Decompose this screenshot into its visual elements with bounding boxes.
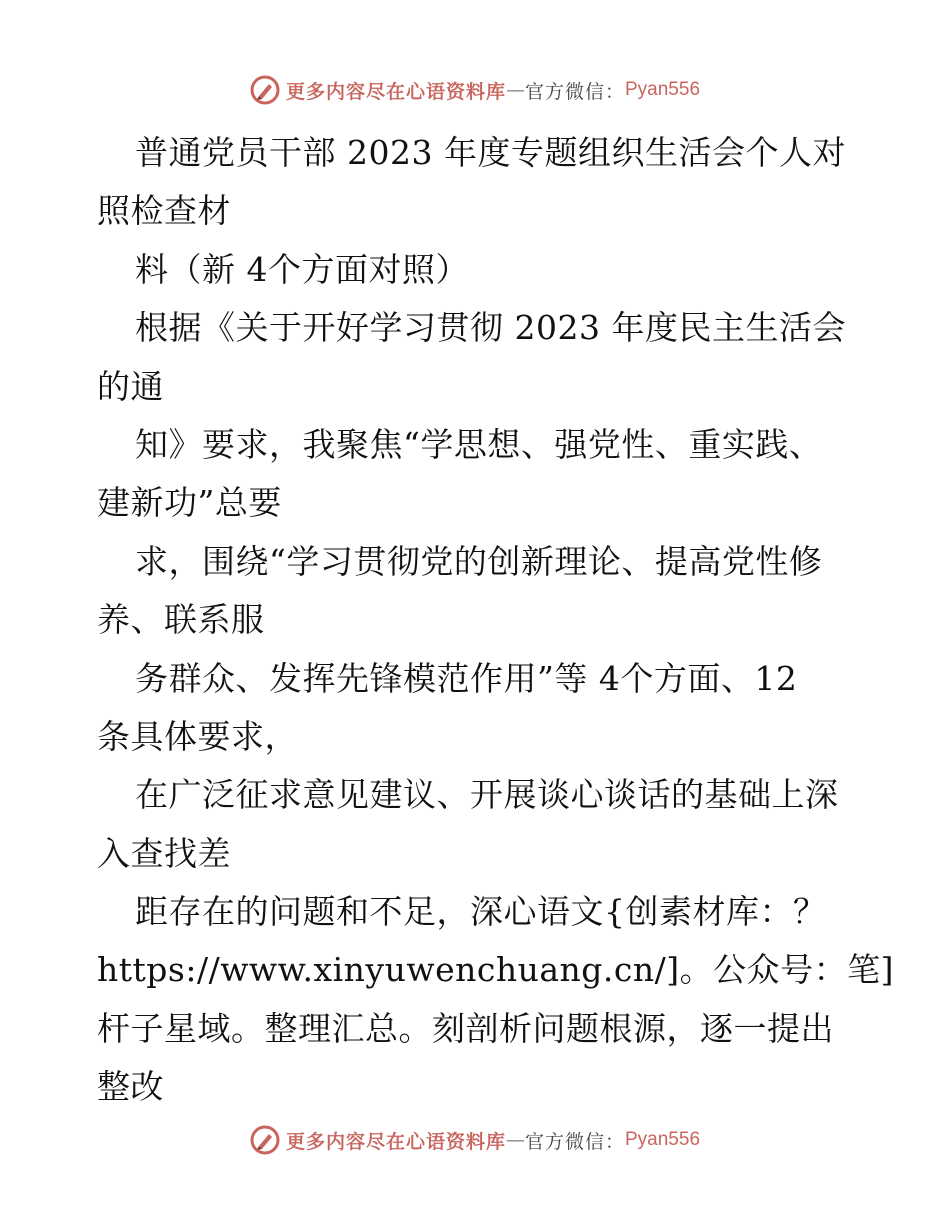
body-line: 照检查材 — [97, 191, 231, 231]
body-line: 的通 — [97, 366, 164, 406]
body-line: 条具体要求， — [97, 716, 298, 756]
body-line: 知》要求，我聚焦“学思想、强党性、重实践、 — [135, 424, 823, 464]
body-line: 根据《关于开好学习贯彻 2023 年度民主生活会 — [135, 308, 846, 348]
body-line: 在广泛征求意见建议、开展谈心谈话的基础上深 — [135, 775, 839, 815]
watermark-header-top — [0, 72, 950, 108]
body-line: 建新功”总要 — [97, 483, 282, 523]
pen-logo-icon — [250, 1125, 280, 1155]
document-body — [97, 124, 894, 1117]
body-line: 距存在的问题和不足，深心语文{创素材库：？ — [135, 892, 827, 932]
body-line: 料（新 4个方面对照） — [135, 249, 469, 289]
body-line: 务群众、发挥先锋模范作用”等 4个方面、12 — [135, 658, 798, 698]
watermark-wechat-id: Pyan556 — [625, 1129, 701, 1150]
body-line: 普通党员干部 2023 年度专题组织生活会个人对 — [135, 133, 846, 172]
watermark-dash: — — [505, 79, 525, 101]
body-line: 求，围绕“学习贯彻党的创新理论、提高党性修 — [135, 541, 823, 581]
body-line: 养、联系服 — [97, 600, 265, 640]
body-line: 整改 — [97, 1067, 164, 1107]
watermark-site-text: 更多内容尽在心语资料库 — [285, 80, 506, 103]
pen-logo-icon — [250, 75, 280, 105]
watermark-footer-bottom — [0, 1122, 950, 1158]
watermark-official-label: 官方微信： — [524, 80, 625, 103]
watermark-wechat-id: Pyan556 — [625, 79, 701, 100]
watermark-dash: — — [505, 1129, 525, 1151]
watermark-official-label: 官方微信： — [524, 1130, 625, 1153]
body-line: 杆子星域。整理汇总。刻剖析问题根源，逐一提出 — [97, 1008, 834, 1048]
body-line: 入查找差 — [97, 833, 231, 873]
body-line: https://www.xinyuwenchuang.cn/]。公众号：笔] — [97, 950, 894, 990]
watermark-site-text: 更多内容尽在心语资料库 — [285, 1130, 506, 1153]
